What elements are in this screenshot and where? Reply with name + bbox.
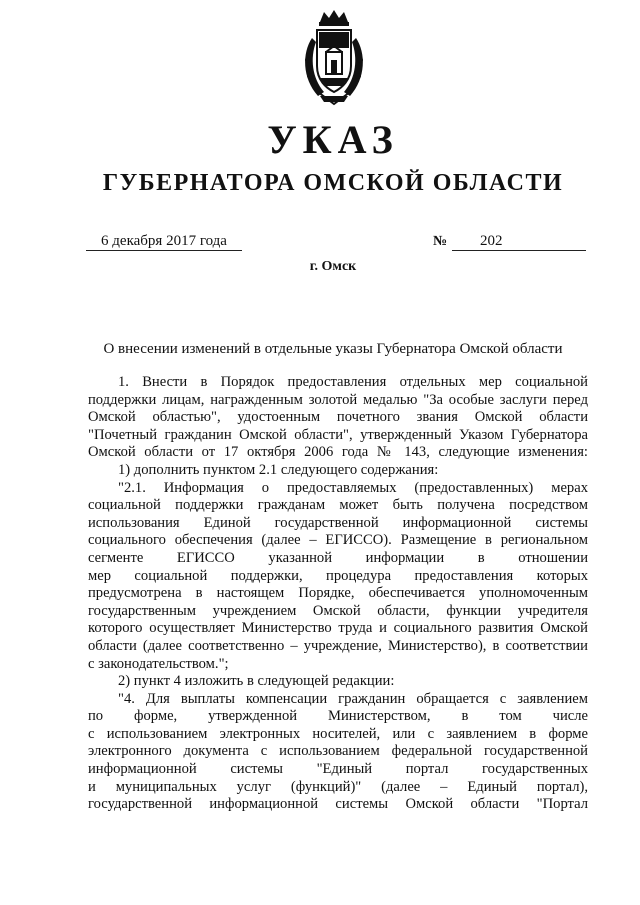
body-line: и муниципальных услуг (функций)" (далее – Единый портал), bbox=[88, 778, 588, 795]
body-line: Омской областью", удостоенным почетного звания Омской области bbox=[88, 409, 588, 426]
body-line: 1. Внести в Порядок предоставления отдельных мер социальной bbox=[118, 374, 588, 390]
body-line: с законодательством."; bbox=[88, 655, 229, 672]
body-line: области (далее соответственно – учреждение, Министерство), в соответствии bbox=[88, 637, 588, 654]
body-line: Омской области от 17 октября 2006 года № 143, следующие изменения: bbox=[88, 444, 588, 461]
body-line: предусмотрена в настоящем Порядке, обеспечивается уполномоченным bbox=[88, 585, 588, 602]
body-line: "Почетный гражданин Омской области", утвержденный Указом Губернатора bbox=[88, 426, 588, 443]
body-line: информационной системы "Единый портал государственных bbox=[88, 761, 588, 778]
body-line: поддержки лицам, награжденным золотой медалью "За особые заслуги перед bbox=[88, 391, 588, 408]
body-line: социальной поддержки гражданам может быть получена посредством bbox=[88, 497, 588, 514]
number-label: № bbox=[433, 234, 448, 249]
body-line: с использованием электронных носителей, или с заявлением в форме bbox=[88, 725, 588, 742]
body-line: "2.1. Информация о предоставляемых (предоставленных) мерах bbox=[118, 479, 588, 496]
decree-date: 6 декабря 2017 года bbox=[86, 232, 242, 251]
body-line: использования Единой государственной информационной системы bbox=[88, 514, 588, 531]
decree-issuer: ГУБЕРНАТОРА ОМСКОЙ ОБЛАСТИ bbox=[102, 170, 564, 196]
decree-subject: О внесении изменений в отдельные указы Губернатора Омской области bbox=[103, 341, 563, 357]
body-line: "4. Для выплаты компенсации гражданин обращается с заявлением bbox=[118, 690, 588, 707]
omsk-coat-of-arms-icon bbox=[298, 8, 370, 106]
body-line: мер социальной поддержки, процедура предоставления которых bbox=[88, 567, 588, 584]
body-line: государственной информационной системы Омской области "Портал bbox=[88, 796, 588, 813]
body-line: социального обеспечения (далее – ЕГИССО). Размещение в региональном bbox=[88, 532, 588, 549]
body-line: по форме, утвержденной Министерством, в том числе bbox=[88, 708, 588, 725]
decree-number: 202 bbox=[452, 232, 586, 251]
body-line: государственным учреждением Омской области, функции учредителя bbox=[88, 602, 588, 619]
decree-body bbox=[88, 374, 588, 814]
decree-city: г. Омск bbox=[309, 259, 357, 274]
body-line: 2) пункт 4 изложить в следующей редакции: bbox=[118, 673, 395, 690]
body-line: сегменте ЕГИССО указанной информации в отношении bbox=[88, 549, 588, 566]
body-line: электронного документа с использованием федеральной государственной bbox=[88, 743, 588, 760]
body-line: 1) дополнить пунктом 2.1 следующего содержания: bbox=[118, 461, 439, 478]
decree-title: УКАЗ bbox=[267, 117, 399, 162]
body-line: которого осуществляет Министерство труда и социального развития Омской bbox=[88, 620, 588, 637]
